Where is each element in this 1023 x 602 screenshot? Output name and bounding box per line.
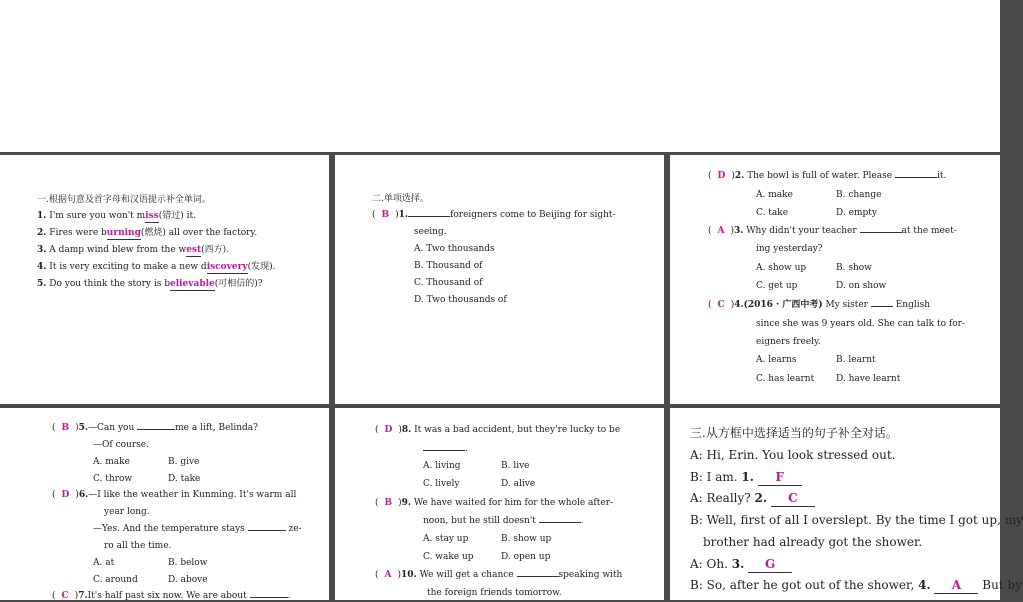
section-heading: 一.根据句意及首字母和汉语提示补全单词。 — [37, 195, 211, 205]
option: C. lively — [423, 479, 460, 489]
panel-multiple-choice-1 — [335, 155, 664, 404]
section-heading: 二.单项选择。 — [372, 194, 429, 204]
question-5: ( B )5.—Can you me a lift, Belinda? — [52, 423, 258, 433]
reply: —Yes. And the temperature stays ze- — [93, 524, 302, 534]
option: B. below — [168, 558, 208, 568]
question-3: ( A )3. Why didn't your teacher at the meet- — [708, 226, 957, 236]
answer-blank: G — [748, 557, 792, 573]
panel-dialogue-completion — [670, 408, 1023, 600]
dialogue-line: A: Oh. 3. G — [690, 557, 792, 573]
option: A. at — [93, 558, 115, 568]
question-6: ( D )6.—I like the weather in Kunming. It's warm all — [52, 490, 297, 500]
question-1-cont: seeing. — [414, 227, 447, 237]
option: D. have learnt — [836, 374, 901, 384]
question-10-cont: the foreign friends tomorrow. — [427, 588, 562, 598]
dialogue-line: B: Well, first of all I overslept. By the time I got up, my — [690, 513, 1023, 527]
panel-multiple-choice-4 — [335, 408, 664, 600]
option: B. change — [836, 190, 882, 200]
dialogue-line: B: So, after he got out of the shower, 4. A But by — [690, 578, 1022, 592]
reply-cont: ro all the time. — [104, 541, 172, 551]
answer-blank: F — [758, 470, 802, 486]
option: D. Two thousands of — [414, 295, 507, 305]
option: B. Thousand of — [414, 261, 483, 271]
option: C. has learnt — [756, 374, 815, 384]
exam-source: (2016 · 广西中考) — [743, 300, 823, 310]
panel-multiple-choice-3 — [0, 408, 329, 600]
answer-blank: iss — [145, 211, 159, 221]
option: B. learnt — [836, 355, 876, 365]
answer-blank: elievable — [169, 279, 215, 289]
answer-blank: est — [186, 245, 202, 255]
dialogue-line: B: I am. 1. F — [690, 470, 802, 486]
question-8: ( D )8. It was a bad accident, but they're lucky to be — [375, 425, 621, 435]
question-3-cont: ing yesterday? — [756, 244, 823, 254]
option: D. empty — [836, 208, 877, 218]
option: D. on show — [836, 281, 887, 291]
option: A. show up — [756, 263, 807, 273]
dialogue-line: brother had already got the shower. — [703, 535, 923, 549]
option: D. above — [168, 575, 208, 585]
section-heading: 三.从方框中选择适当的句子补全对话。 — [690, 426, 898, 440]
panel-multiple-choice-2 — [670, 155, 1000, 404]
question-1: ( B )1. foreigners come to Beijing for sight- — [372, 210, 616, 220]
option: B. show — [836, 263, 872, 273]
option: C. Thousand of — [414, 278, 483, 288]
option: A. stay up — [423, 534, 469, 544]
option: D. take — [168, 474, 201, 484]
question-9-cont: noon, but he still doesn't . — [423, 516, 584, 526]
item-1: 1. I'm sure you won't miss(错过) it. — [37, 211, 196, 221]
question-9: ( B )9. We have waited for him for the whole after- — [375, 498, 614, 508]
answer-blank: A — [934, 578, 978, 594]
option: C. get up — [756, 281, 798, 291]
option: A. make — [756, 190, 793, 200]
dialogue-line: A: Hi, Erin. You look stressed out. — [690, 448, 896, 462]
reply: —Of course. — [93, 440, 149, 450]
question-6-cont: year long. — [104, 507, 150, 517]
option: B. live — [501, 461, 530, 471]
answer-blank: C — [771, 491, 815, 507]
option: A. Two thousands — [414, 244, 495, 254]
question-7: ( C )7.It's half past six now. We are about . — [52, 591, 291, 601]
question-4: ( C )4.(2016 · 广西中考) My sister English — [708, 300, 931, 310]
item-5: 5. Do you think the story is believable(可相信的)? — [37, 279, 263, 289]
option: D. alive — [501, 479, 536, 489]
question-10: ( A )10. We will get a chance speaking with — [375, 570, 623, 580]
answer-blank: iscovery — [206, 262, 248, 272]
panel-word-completion — [0, 155, 329, 404]
question-8-cont: . — [423, 443, 468, 455]
option: C. throw — [93, 474, 133, 484]
option: B. give — [168, 457, 200, 467]
dialogue-line: A: Really? 2. C — [690, 491, 815, 507]
option: C. take — [756, 208, 789, 218]
item-4: 4. It is very exciting to make a new discovery(发现). — [37, 262, 276, 272]
option: B. show up — [501, 534, 552, 544]
option: A. make — [93, 457, 130, 467]
top-blank-band — [0, 0, 1000, 152]
item-3: 3. A damp wind blew from the west(西方). — [37, 245, 230, 255]
item-2: 2. Fires were burning(燃烧) all over the factory. — [37, 228, 258, 238]
question-4-cont: since she was 9 years old. She can talk to for- — [756, 319, 965, 329]
answer-blank: urning — [106, 228, 141, 238]
option: A. living — [423, 461, 461, 471]
option: C. around — [93, 575, 138, 585]
option: C. wake up — [423, 552, 474, 562]
question-4-cont: eigners freely. — [756, 337, 821, 347]
option: D. open up — [501, 552, 551, 562]
question-2: ( D )2. The bowl is full of water. Please it. — [708, 171, 947, 181]
option: A. learns — [756, 355, 797, 365]
